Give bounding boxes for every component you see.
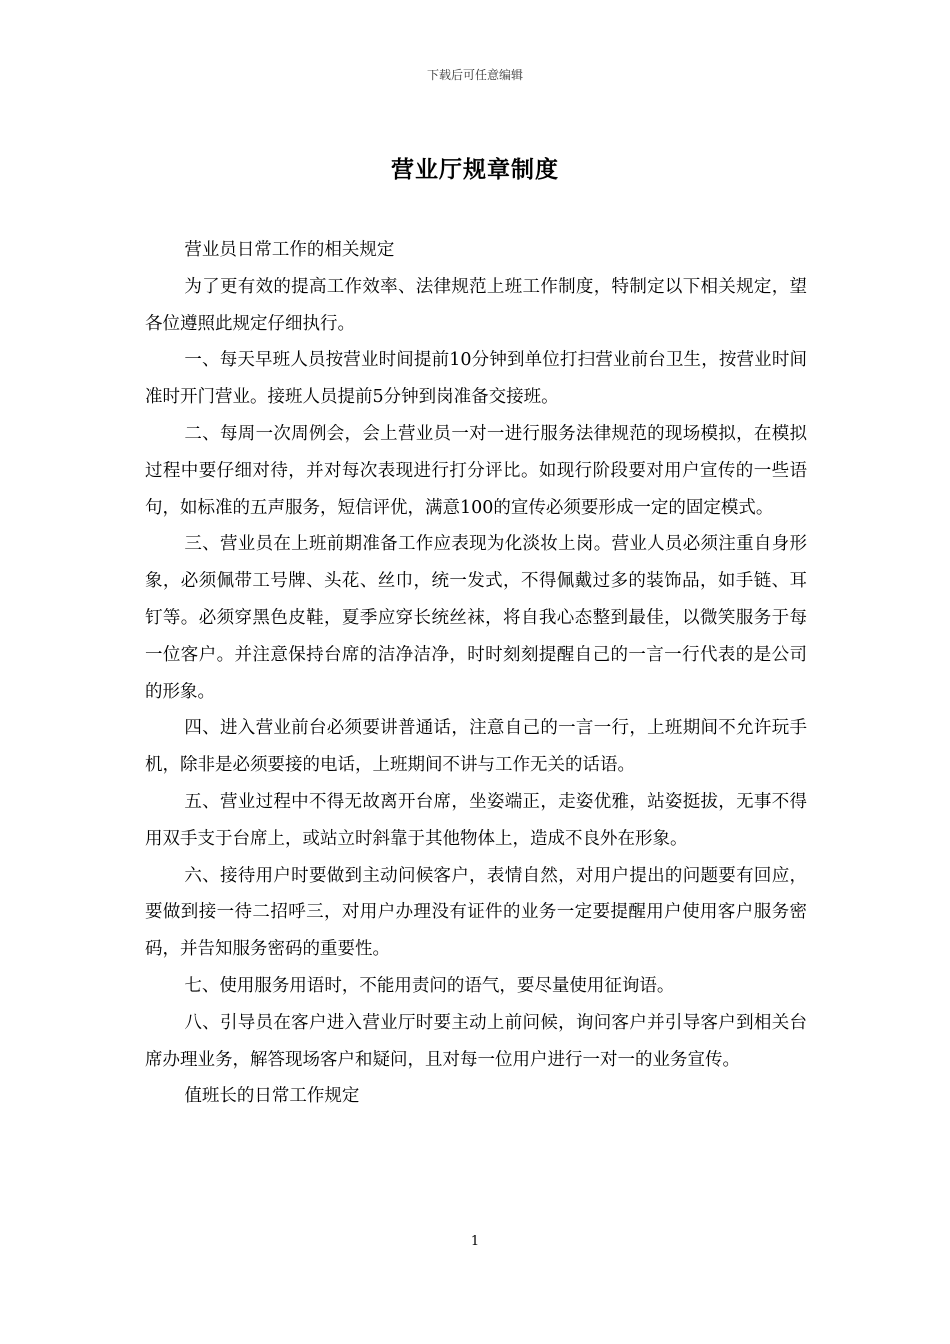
page-number: 1 <box>470 1234 480 1249</box>
document-body <box>145 232 807 1115</box>
document-title: 营业厅规章制度 <box>391 156 559 183</box>
rule-paragraph-4: 四、进入营业前台必须要讲普通话，注意自己的一言一行，上班期间不允许玩手机，除非是必须要接的电话，上班期间不讲与工作无关的话语。 <box>145 718 807 776</box>
page-header-note: 下载后可任意编辑 <box>426 68 523 82</box>
rule-paragraph-1: 一、每天早班人员按营业时间提前10分钟到单位打扫营业前台卫生，按营业时间准时开门营业。接班人员提前5分钟到岗准备交接班。 <box>145 350 807 408</box>
rule-paragraph-5: 五、营业过程中不得无故离开台席，坐姿端正，走姿优雅，站姿挺拔，无事不得用双手支于台席上，或站立时斜靠于其他物体上，造成不良外在形象。 <box>145 791 807 849</box>
section-heading-2: 值班长的日常工作规定 <box>184 1086 360 1107</box>
rule-paragraph-6: 六、接待用户时要做到主动问候客户，表情自然，对用户提出的问题要有回应，要做到接一待二招呼三，对用户办理没有证件的业务一定要提醒用户使用客户服务密码，并告知服务密码的重要性。 <box>145 865 807 960</box>
intro-paragraph: 为了更有效的提高工作效率、法律规范上班工作制度，特制定以下相关规定，望各位遵照此规定仔细执行。 <box>145 276 807 334</box>
rule-paragraph-7: 七、使用服务用语时，不能用责问的语气，要尽量使用征询语。 <box>184 975 675 996</box>
rule-paragraph-8: 八、引导员在客户进入营业厅时要主动上前问候，询问客户并引导客户到相关台席办理业务，解答现场客户和疑问，且对每一位用户进行一对一的业务宣传。 <box>145 1012 807 1070</box>
rule-paragraph-3: 三、营业员在上班前期准备工作应表现为化淡妆上岗。营业人员必须注重自身形象，必须佩带工号牌、头花、丝巾，统一发式，不得佩戴过多的装饰品，如手链、耳钉等。必须穿黑色皮鞋，夏季应穿长统丝袜，将自我心态整到最佳，以微笑服务于每一位客户。并注意保持台席的洁净洁净，时时刻刻提醒自己的一言一行代表的是公司的形象。 <box>145 534 807 702</box>
rule-paragraph-2: 二、每周一次周例会，会上营业员一对一进行服务法律规范的现场模拟，在模拟过程中要仔细对待，并对每次表现进行打分评比。如现行阶段要对用户宣传的一些语句，如标准的五声服务，短信评优，满意100的宣传必须要形成一定的固定模式。 <box>145 423 807 518</box>
section-heading: 营业员日常工作的相关规定 <box>184 240 395 260</box>
